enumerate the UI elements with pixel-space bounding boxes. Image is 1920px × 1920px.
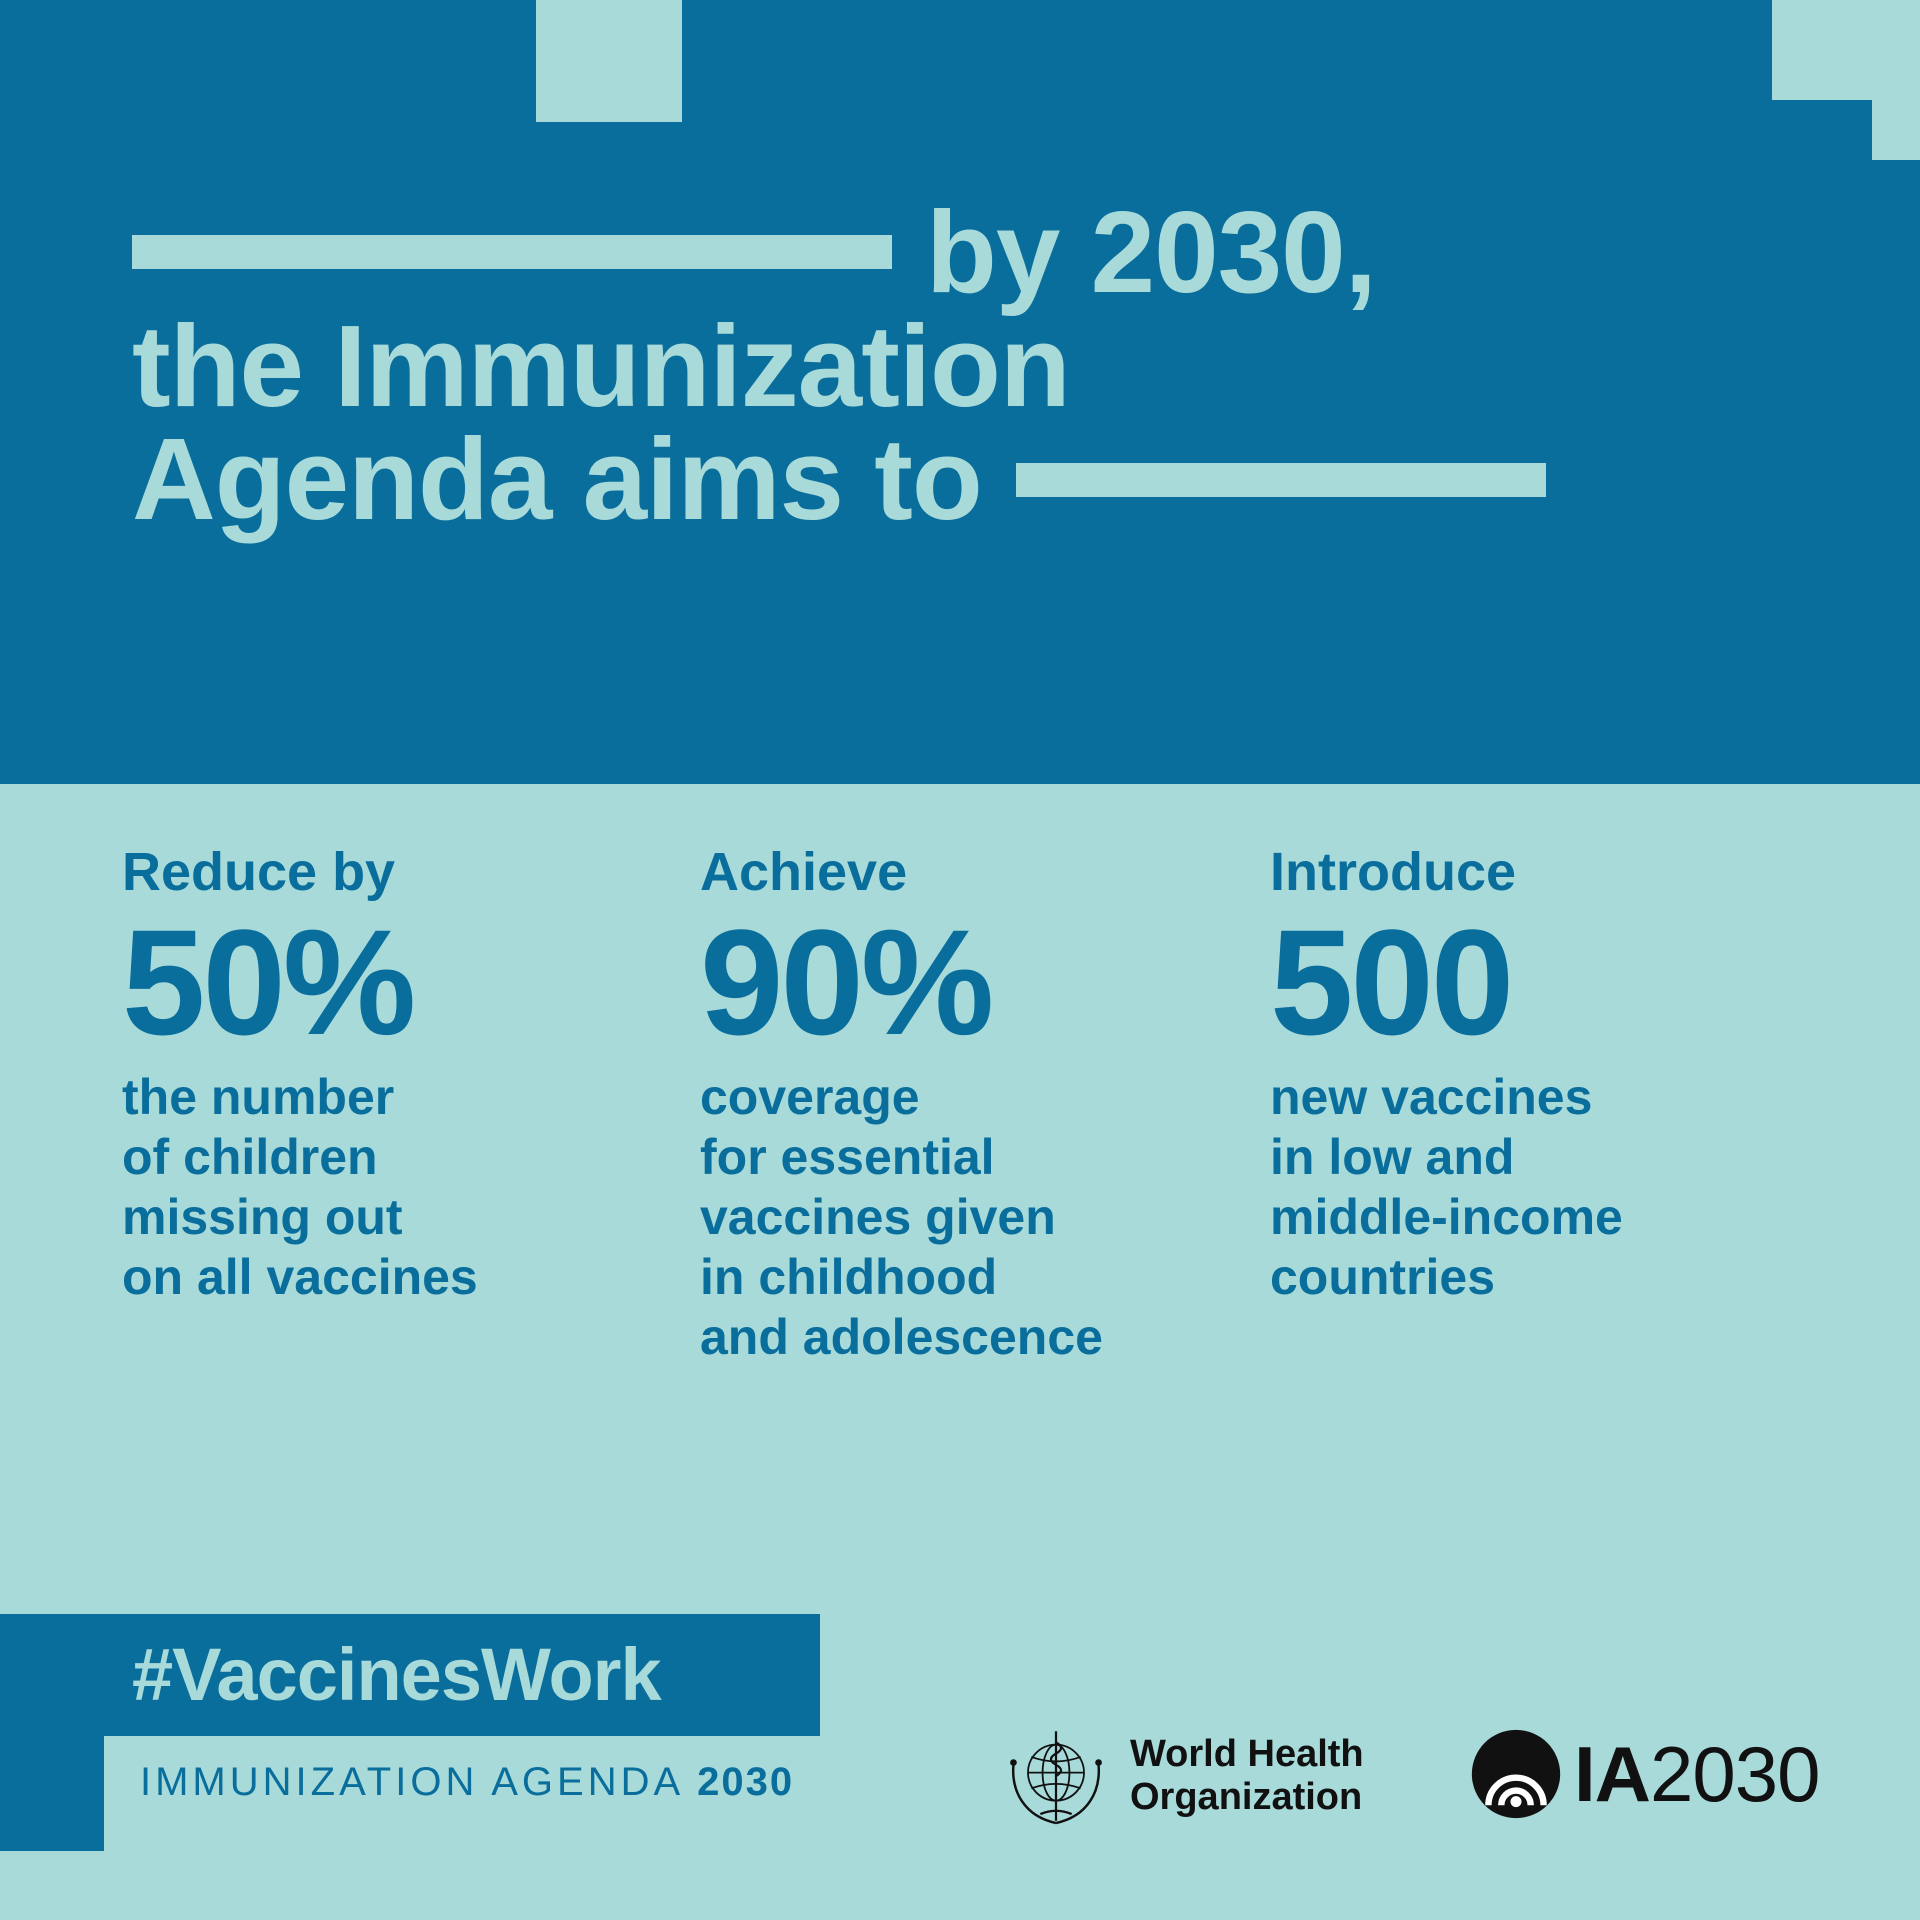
headline-line-1 <box>132 187 1832 317</box>
stat-description-line: missing out <box>122 1188 403 1245</box>
decorative-notch-top-left <box>536 0 682 122</box>
headline-line-3 <box>132 414 1832 545</box>
who-wordmark-line-2: Organization <box>1130 1776 1363 1818</box>
footer <box>0 1584 1920 1920</box>
stat-description-line: vaccines given <box>700 1188 1056 1245</box>
headline-text-3: Agenda aims to <box>132 414 982 545</box>
stat-description-line: countries <box>1270 1248 1496 1305</box>
stat-description-line: coverage <box>700 1068 920 1125</box>
stat-kicker: Reduce by <box>122 842 396 902</box>
stat-description-line: of children <box>122 1128 378 1185</box>
stat-number: 500 <box>1270 897 1512 1066</box>
stat-description-line: in low and <box>1270 1128 1515 1185</box>
stat-card-achieve <box>600 844 1220 1584</box>
hero-banner <box>0 0 1920 784</box>
stat-description <box>700 1067 1220 1367</box>
stat-description-line: the number <box>122 1068 395 1125</box>
campaign-subline-year: 2030 <box>697 1760 795 1804</box>
ia2030-wordmark-bold: IA <box>1574 1730 1650 1818</box>
decorative-notch-top-right-edge <box>1872 0 1920 160</box>
campaign-subline-text: IMMUNIZATION AGENDA <box>140 1760 698 1804</box>
stat-kicker: Introduce <box>1270 842 1517 902</box>
campaign-subline <box>140 1760 794 1805</box>
stat-card-reduce <box>0 844 600 1584</box>
decorative-rule-right <box>1016 463 1546 497</box>
hashtag-label: #VaccinesWork <box>132 1633 661 1716</box>
stat-kicker: Achieve <box>700 842 908 902</box>
stat-number: 50% <box>122 897 414 1066</box>
who-wordmark <box>1130 1733 1364 1818</box>
headline-text-2: the Immunization <box>132 300 1070 431</box>
ia2030-mark-icon <box>1470 1728 1562 1820</box>
stat-description-line: on all vaccines <box>122 1248 478 1305</box>
page-title <box>132 187 1832 545</box>
headline-text-1: by 2030, <box>926 187 1376 317</box>
decorative-rule-left <box>132 235 892 269</box>
stat-description-line: for essential <box>700 1128 995 1185</box>
stats-row <box>0 784 1920 1584</box>
stat-description-line: middle-income <box>1270 1188 1623 1245</box>
who-wordmark-line-1: World Health <box>1130 1733 1364 1776</box>
ia2030-wordmark <box>1574 1730 1820 1818</box>
stat-number: 90% <box>700 897 992 1066</box>
stat-description-line: in childhood <box>700 1248 998 1305</box>
stat-description <box>122 1067 600 1307</box>
stat-description-line: new vaccines <box>1270 1068 1593 1125</box>
who-emblem-icon <box>1000 1720 1112 1832</box>
stat-card-introduce <box>1220 844 1920 1584</box>
headline-line-2 <box>132 300 1832 431</box>
stat-description-line: and adolescence <box>700 1308 1103 1365</box>
decorative-footer-tab <box>0 1736 104 1851</box>
ia2030-logo <box>1470 1728 1820 1820</box>
stat-description <box>1270 1067 1920 1307</box>
who-logo <box>1000 1720 1364 1832</box>
ia2030-wordmark-light: 2030 <box>1650 1730 1820 1818</box>
